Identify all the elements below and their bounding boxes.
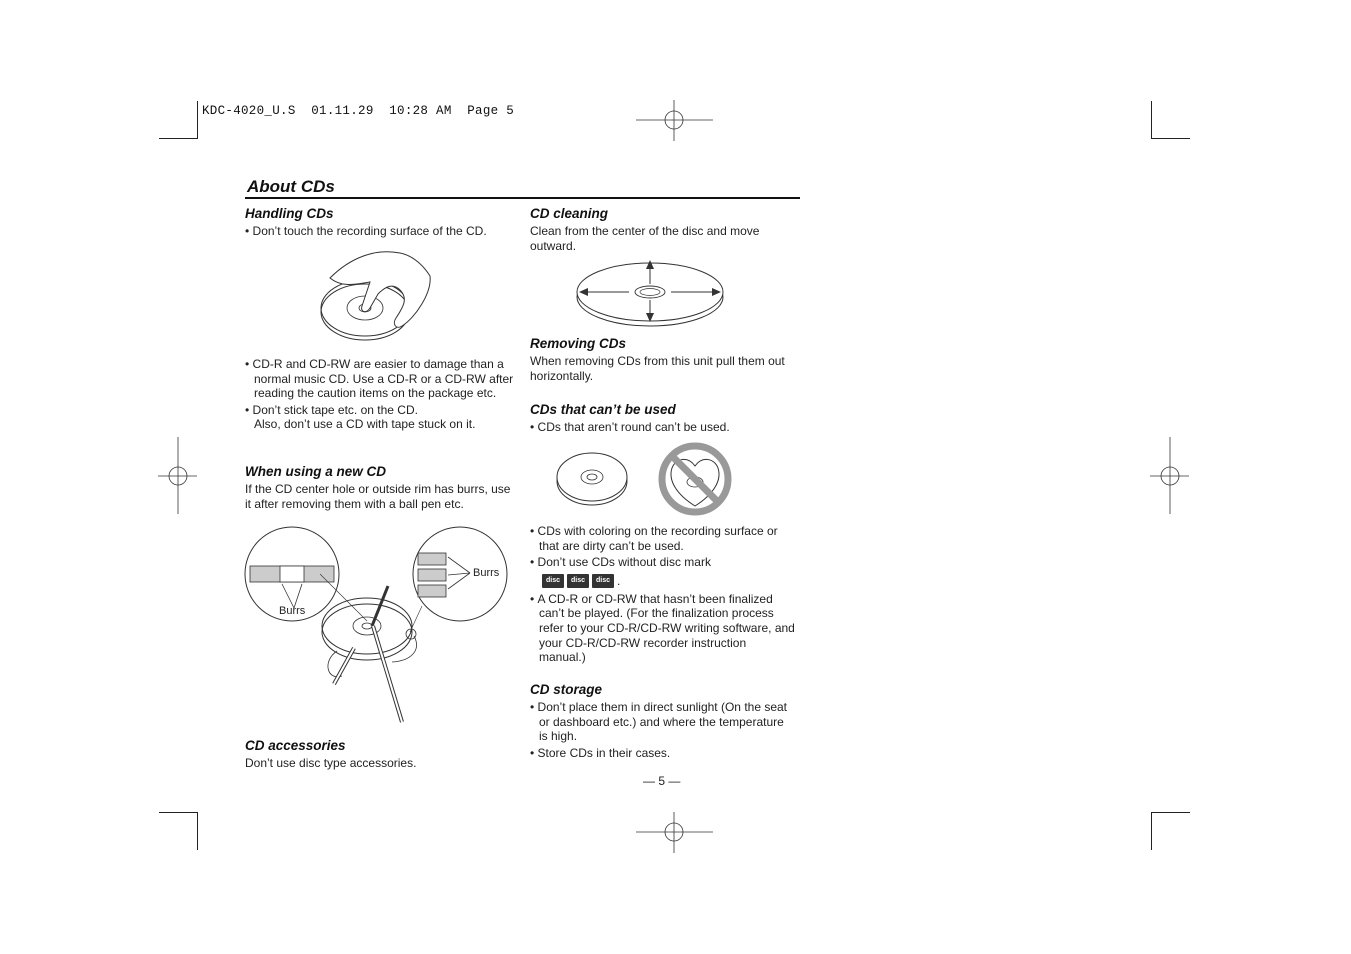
title-rule (245, 197, 800, 199)
heading-removing: Removing CDs (530, 336, 627, 351)
bullet-not-finalized: • A CD-R or CD-RW that hasn’t been finalized can’t be played. (For the finalization process refer to your CD-R/CD-RW writing software, and your CD-R/CD-RW recorder instruction manual.) (530, 592, 795, 665)
bullet-no-sunlight: • Don’t place them in direct sunlight (On the seat or dashboard etc.) and where the temperature is high. (530, 700, 795, 744)
burrs-label-left: Burrs (279, 605, 306, 617)
page-number: — 5 — (643, 774, 681, 788)
hand-touching-cd-illustration (320, 248, 440, 340)
bullet-not-round: • CDs that aren’t round can’t be used. (530, 420, 795, 435)
heading-new-cd: When using a new CD (245, 464, 387, 479)
cd-cleaning-illustration (574, 258, 726, 330)
cleaning-text: Clean from the center of the disc and move outward. (530, 224, 760, 253)
disc-mark-logos (530, 572, 795, 590)
bullet-no-tape-line2: Also, don’t use a CD with tape stuck on it. (254, 417, 476, 432)
registration-mark-right (1150, 437, 1190, 515)
section-cleaning (530, 206, 795, 253)
disc-mark-period: . (617, 573, 621, 588)
section-accessories (245, 738, 515, 771)
heading-cleaning: CD cleaning (530, 206, 609, 221)
bullet-cdr-cdrw-damage: • CD-R and CD-RW are easier to damage than a normal music CD. Use a CD-R or a CD-RW after reading the caution items on the package etc. (245, 357, 515, 401)
heading-storage: CD storage (530, 682, 603, 697)
burrs-removal-illustration (242, 526, 512, 731)
bullet-store-cases: • Store CDs in their cases. (530, 746, 795, 761)
accessories-text: Don’t use disc type accessories. (245, 756, 417, 770)
heart-shaped-cd-prohibited-icon (656, 440, 734, 518)
bullet-dont-touch: • Don’t touch the recording surface of the CD. (245, 224, 515, 239)
section-removing (530, 336, 795, 383)
section-new-cd (245, 464, 515, 511)
section-storage (530, 682, 795, 760)
bullet-no-tape (245, 403, 515, 432)
disc-mark-logo-3: disc (592, 574, 614, 588)
burrs-label-right: Burrs (473, 567, 500, 579)
page-title: About CDs (247, 177, 335, 196)
heading-accessories: CD accessories (245, 738, 346, 753)
registration-mark-bottom (636, 812, 714, 854)
round-cd-illustration (555, 448, 630, 508)
disc-mark-logo-1: disc (542, 574, 564, 588)
heading-cant-use: CDs that can’t be used (530, 402, 676, 417)
section-handling-more (245, 357, 515, 432)
registration-mark-top (636, 100, 714, 142)
section-cant-use-more (530, 524, 795, 665)
bullet-disc-mark: • Don’t use CDs without disc mark (530, 555, 795, 570)
registration-mark-left (158, 437, 198, 515)
bullet-coloring-dirty: • CDs with coloring on the recording surface or that are dirty can’t be used. (530, 524, 795, 553)
heading-handling-cds: Handling CDs (245, 206, 334, 221)
section-cant-use (530, 402, 795, 435)
section-handling-cds (245, 206, 515, 239)
new-cd-text: If the CD center hole or outside rim has burrs, use it after removing them with a ball pen etc. (245, 482, 511, 511)
bullet-no-tape-line1: Don’t stick tape etc. on the CD. (252, 402, 418, 417)
removing-text: When removing CDs from this unit pull them out horizontally. (530, 354, 785, 383)
slug-line: KDC-4020_U.S 01.11.29 10:28 AM Page 5 (202, 104, 515, 118)
disc-mark-logo-2: disc (567, 574, 589, 588)
